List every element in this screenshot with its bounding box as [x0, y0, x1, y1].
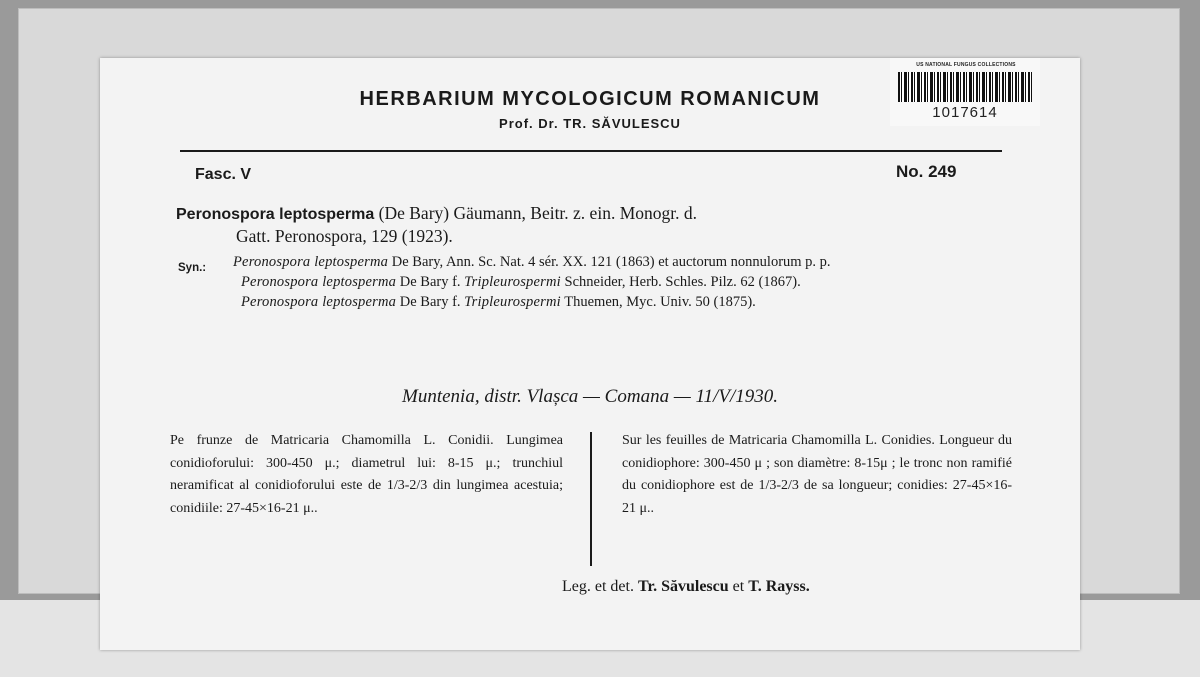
herbarium-curator: Prof. Dr. TR. SĂVULESCU	[499, 116, 681, 131]
barcode-number: 1017614	[932, 104, 998, 121]
specimen-number: No. 249	[896, 162, 957, 181]
synonyms-label: Syn.:	[178, 262, 207, 274]
description-french: Sur les feuilles de Matricaria Chamomilla L. Conidies. Longueur du conidiophore: 300-450 μ ; son diamètre: 8-15μ ; le tronc non ramifié du conidiophore est de 1/3-2/3 de sa longueur; conidies: 27-45×16-21 μ..	[622, 433, 1012, 516]
collector-name: Tr. Săvulescu	[637, 578, 729, 595]
header-rule	[180, 150, 1002, 152]
barcode-caption: US NATIONAL FUNGUS COLLECTIONS	[916, 62, 1016, 68]
species-citation-continuation: Gatt. Peronospora, 129 (1923).	[236, 226, 453, 246]
column-divider	[590, 432, 592, 566]
description-romanian: Pe frunze de Matricaria Chamomilla L. Conidii. Lungimea conidioforului: 300-450 μ.; diametrul lui: 8-15 μ.; trunchiul neramificat al conidioforului este de 1/3-2/3 din lungimea acestuia; conidiile: 27-45×16-21 μ..	[170, 433, 563, 516]
species-authority: (De Bary) Gäumann, Beitr. z. ein. Monogr. d.	[374, 203, 697, 223]
barcode-icon	[898, 72, 1032, 102]
synonym-entry: Peronospora leptosperma De Bary, Ann. Sc. Nat. 4 sér. XX. 121 (1863) et auctorum nonnulorum p. p.	[233, 254, 831, 270]
synonyms-list	[233, 252, 1013, 312]
determiner-name: T. Rayss.	[748, 578, 810, 595]
synonym-entry: Peronospora leptosperma De Bary f. Tripleurospermi Schneider, Herb. Schles. Pilz. 62 (1867).	[241, 274, 801, 290]
collection-locality: Muntenia, distr. Vlașca — Comana — 11/V/1930.	[402, 386, 778, 407]
herbarium-label	[100, 58, 1080, 650]
herbarium-title: HERBARIUM MYCOLOGICUM ROMANICUM	[359, 88, 821, 110]
fascicle-number: Fasc. V	[195, 166, 252, 183]
species-name: Peronospora leptosperma	[176, 206, 375, 223]
barcode-label	[890, 58, 1040, 126]
species-citation	[176, 200, 1006, 228]
collector-line: Leg. et det. Tr. Săvulescu et T. Rayss.	[562, 578, 810, 595]
synonym-entry: Peronospora leptosperma De Bary f. Tripleurospermi Thuemen, Myc. Univ. 50 (1875).	[241, 294, 756, 310]
